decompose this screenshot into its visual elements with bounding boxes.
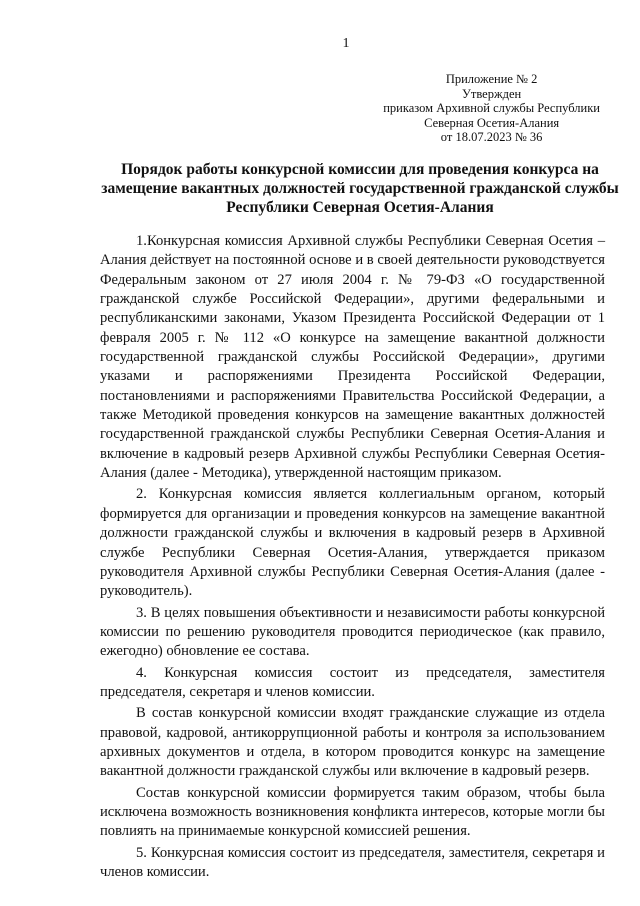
paragraph-3: 3. В целях повышения объективности и независимости работы конкурсной комиссии по решению руководителя проводится периодическое (как правило, ежегодно) обновление ее состава. bbox=[100, 604, 605, 660]
page-number: 1 bbox=[342, 36, 350, 51]
approval-line-appendix: Приложение № 2 bbox=[445, 72, 538, 86]
document-title: Порядок работы конкурсной комиссии для проведения конкурса на замещение вакантных должностей государственной гражданской службы Республики Северная Осетия-Алания bbox=[101, 161, 619, 216]
approval-block bbox=[383, 72, 600, 145]
paragraph-1: 1.Конкурсная комиссия Архивной службы Республики Северная Осетия –Алания действует на постоянной основе и в своей деятельности руководствуется Федеральным законом от 27 июля 2004 г. № 79-ФЗ «О государственной гражданской службе Российской Федерации», другими федеральными и республиканскими законами, Указом Президента Российской Федерации от 1 февраля 2005 г. № 112 «О конкурсе на замещение вакантной должности государственной гражданской службы Российской Федерации», другими указами и распоряжениями Президента Российской Федерации, постановлениями и распоряжениями Правительства Российской Федерации, а также Методикой проведения конкурсов на замещение вакантных должностей государственной гражданской службы Республики Северная Осетия-Алания и включение в кадровый резерв Архивной службы Республики Северная Осетия-Алания (далее - Методика), утвержденной настоящим приказом. bbox=[100, 233, 605, 482]
paragraph-2: 2. Конкурсная комиссия является коллегиальным органом, который формируется для организации и проведения конкурсов на замещение вакантной должности гражданской службы и включения в кадровый резерв в Архивной службе Республики Северная Осетия-Алания, утверждается приказом руководителя Архивной службы Республики Северная Осетия-Алания (далее - руководитель). bbox=[100, 486, 605, 600]
paragraph-4: 4. Конкурсная комиссия состоит из председателя, заместителя председателя, секретаря и членов комиссии. bbox=[100, 664, 605, 700]
approval-line-region: Северная Осетия-Алания bbox=[424, 115, 560, 130]
approval-line-date: от 18.07.2023 № 36 bbox=[440, 130, 543, 144]
paragraph-4-conflict: Состав конкурсной комиссии формируется таким образом, чтобы была исключена возможность возникновения конфликта интересов, которые могли бы повлиять на принимаемые конкурсной комиссией решения. bbox=[100, 784, 605, 840]
paragraph-4-composition: В состав конкурсной комиссии входят гражданские служащие из отдела правовой, кадровой, антикоррупционной работы и контроля за использованием архивных документов и отдела, в котором проводится конкурс на замещение вакантной должности гражданской службы или включение в кадровый резерв. bbox=[100, 705, 605, 780]
paragraph-5: 5. Конкурсная комиссия состоит из председателя, заместителя, секретаря и членов комиссии. bbox=[100, 844, 605, 880]
approval-line-order: приказом Архивной службы Республики bbox=[383, 101, 600, 115]
document-body bbox=[100, 232, 605, 882]
approval-line-approved: Утвержден bbox=[462, 86, 522, 101]
